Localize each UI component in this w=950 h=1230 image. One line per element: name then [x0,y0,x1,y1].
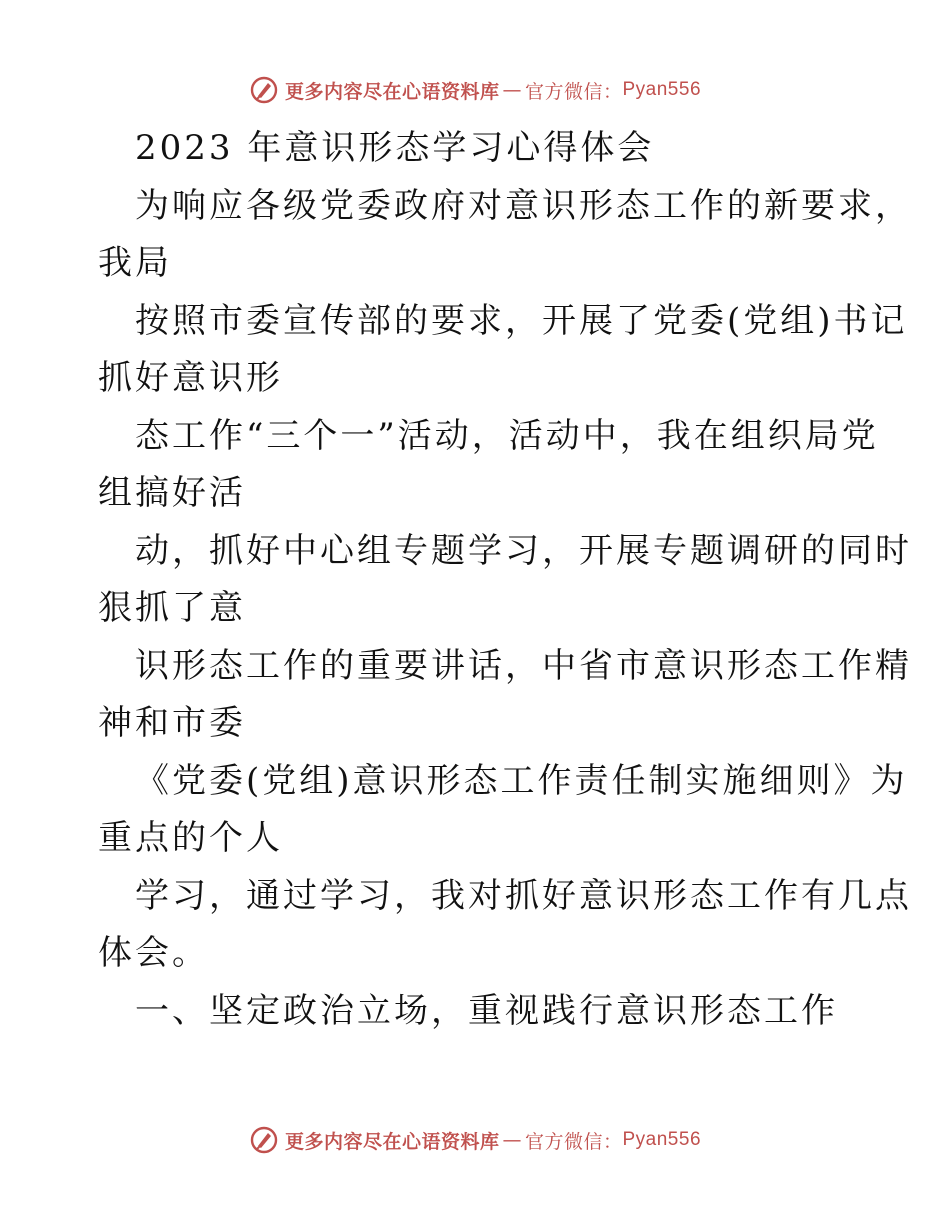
paragraph-line: 组搞好活 [98,473,246,513]
paragraph-line: 识形态工作的重要讲话，中省市意识形态工作精 [135,645,912,686]
paragraph-line: 动，抓好中心组专题学习，开展专题调研的同时 [135,530,912,571]
paragraph-line: 重点的个人 [98,818,283,858]
watermark-wechat-label: 官方微信： [524,1130,623,1153]
paragraph-line: 《党委(党组)意识形态工作责任制实施细则》为 [135,760,908,801]
watermark-wechat-label: 官方微信： [524,80,623,103]
watermark-header [0,68,950,112]
paragraph-line: 抓好意识形 [98,358,283,398]
section-heading: 一、坚定政治立场，重视践行意识形态工作 [135,990,838,1031]
watermark-wechat-id: Pyan556 [622,1129,702,1150]
document-title: 2023 年意识形态学习心得体会 [135,128,655,168]
paragraph-line: 学习，通过学习，我对抓好意识形态工作有几点 [135,875,912,916]
quill-logo-icon [249,1125,279,1155]
paragraph-line: 按照市委宣传部的要求，开展了党委(党组)书记 [135,300,908,341]
quill-logo-icon [249,75,279,105]
watermark-brand-text: 更多内容尽在心语资料库 [284,1130,500,1153]
watermark-wechat-id: Pyan556 [622,79,702,100]
paragraph-line: 为响应各级党委政府对意识形态工作的新要求， [135,185,912,226]
paragraph-line: 狠抓了意 [98,588,246,628]
paragraph-line: 态工作“三个一”活动，活动中，我在组织局党 [135,415,879,456]
paragraph-line: 我局 [98,243,172,283]
watermark-separator: — [502,79,522,101]
watermark-footer [0,1118,950,1162]
document-body [98,120,912,1040]
watermark-brand-text: 更多内容尽在心语资料库 [284,80,500,103]
paragraph-line: 神和市委 [98,703,246,743]
paragraph-line: 体会。 [98,933,209,973]
watermark-separator: — [502,1129,522,1151]
